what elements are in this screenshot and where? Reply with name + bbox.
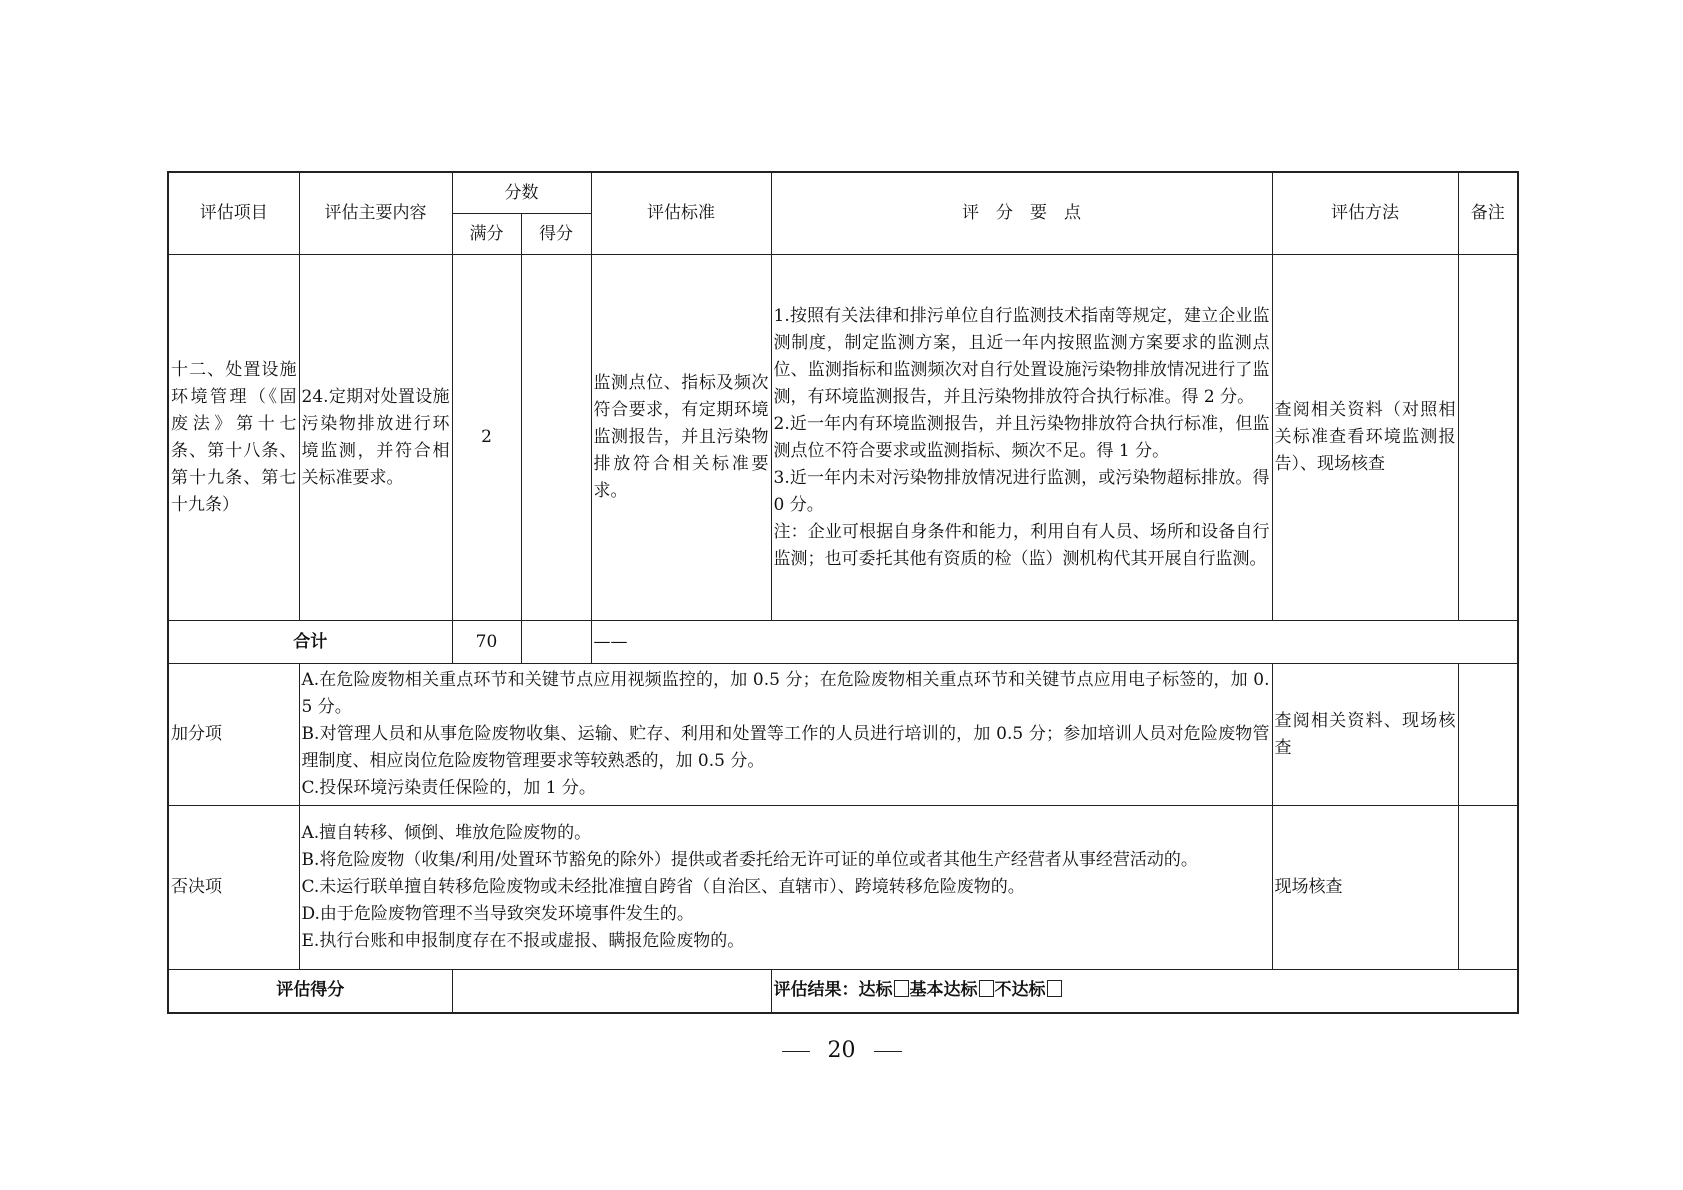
cell-method: 查阅相关资料（对照相关标准查看环境监测报告）、现场核查 bbox=[1272, 255, 1458, 621]
header-item: 评估项目 bbox=[168, 172, 299, 255]
result-option-pass[interactable] bbox=[859, 980, 910, 1000]
checkbox-icon[interactable] bbox=[894, 980, 909, 997]
result-option-basic-pass[interactable] bbox=[910, 980, 995, 1000]
checkbox-icon[interactable] bbox=[979, 980, 994, 997]
page-number: 20 bbox=[827, 1038, 856, 1063]
header-points: 评 分 要 点 bbox=[771, 172, 1272, 255]
header-row bbox=[168, 172, 1518, 214]
cell-content: 24.定期对处置设施污染物排放进行环境监测，并符合相关标准要求。 bbox=[299, 255, 452, 621]
bonus-line: C.投保环境污染责任保险的，加 1 分。 bbox=[301, 778, 596, 798]
veto-line: E.执行台账和申报制度存在不报或虚报、瞒报危险废物的。 bbox=[301, 931, 745, 951]
veto-line: B.将危险废物（收集/利用/处置环节豁免的除外）提供或者委托给无许可证的单位或者其他生产经营者从事经营活动的。 bbox=[301, 850, 1198, 870]
veto-content bbox=[299, 806, 1272, 970]
cell-remarks[interactable] bbox=[1458, 255, 1518, 621]
assessment-score-label: 评估得分 bbox=[168, 970, 452, 1013]
total-dash: —— bbox=[591, 621, 1518, 664]
header-content: 评估主要内容 bbox=[299, 172, 452, 255]
bonus-label: 加分项 bbox=[168, 664, 299, 806]
bonus-remarks[interactable] bbox=[1458, 664, 1518, 806]
cell-item: 十二、处置设施环境管理（《固废法》第十七条、第十八条、第十九条、第七十九条） bbox=[168, 255, 299, 621]
bonus-row bbox=[168, 664, 1518, 806]
document-page bbox=[167, 171, 1517, 1014]
bonus-method: 查阅相关资料、现场核查 bbox=[1272, 664, 1458, 806]
bonus-line: A.在危险废物相关重点环节和关键节点应用视频监控的，加 0.5 分；在危险废物相关重点环节和关键节点应用电子标签的，加 0.5 分。 bbox=[301, 670, 1270, 717]
result-option-fail[interactable] bbox=[995, 980, 1063, 1000]
header-remarks: 备注 bbox=[1458, 172, 1518, 255]
checkbox-icon[interactable] bbox=[1047, 980, 1062, 997]
page-footer bbox=[0, 1038, 1683, 1063]
veto-label: 否决项 bbox=[168, 806, 299, 970]
option-label: 不达标 bbox=[994, 980, 1046, 1001]
veto-line: D.由于危险废物管理不当导致突发环境事件发生的。 bbox=[301, 904, 694, 924]
dash-left bbox=[782, 1051, 810, 1052]
points-line: 1.按照有关法律和排污单位自行监测技术指南等规定，建立企业监测制度，制定监测方案，且近一年内按照监测方案要求的监测点位、监测指标和监测频次对自行处置设施污染物排放情况进行了监测，有环境监测报告，并且污染物排放符合执行标准。得 2 分。 bbox=[773, 305, 1270, 407]
header-score-group: 分数 bbox=[452, 172, 591, 214]
cell-got-score[interactable] bbox=[521, 255, 591, 621]
points-line: 3.近一年内未对污染物排放情况进行监测，或污染物超标排放。得 0 分。 bbox=[773, 467, 1270, 515]
total-full-score: 70 bbox=[452, 621, 521, 664]
assessment-table bbox=[167, 171, 1519, 1014]
header-method: 评估方法 bbox=[1272, 172, 1458, 255]
total-label: 合计 bbox=[168, 621, 452, 664]
dash-right bbox=[874, 1051, 902, 1052]
header-full-score: 满分 bbox=[452, 214, 521, 255]
bonus-content bbox=[299, 664, 1272, 806]
veto-line: C.未运行联单擅自转移危险废物或未经批准擅自跨省（自治区、直辖市）、跨境转移危险废物的。 bbox=[301, 877, 1025, 897]
result-row bbox=[168, 970, 1518, 1013]
veto-line: A.擅自转移、倾倒、堆放危险废物的。 bbox=[301, 823, 592, 843]
veto-row bbox=[168, 806, 1518, 970]
points-line: 2.近一年内有环境监测报告，并且污染物排放符合执行标准，但监测点位不符合要求或监测指标、频次不足。得 1 分。 bbox=[773, 413, 1270, 461]
option-label: 达标 bbox=[858, 980, 893, 1001]
option-label: 基本达标 bbox=[909, 980, 978, 1001]
total-row bbox=[168, 621, 1518, 664]
assessment-score-value[interactable] bbox=[452, 970, 771, 1013]
veto-remarks[interactable] bbox=[1458, 806, 1518, 970]
header-got-score: 得分 bbox=[521, 214, 591, 255]
cell-points bbox=[771, 255, 1272, 621]
cell-standard: 监测点位、指标及频次符合要求，有定期环境监测报告，并且污染物排放符合相关标准要求。 bbox=[591, 255, 771, 621]
header-standard: 评估标准 bbox=[591, 172, 771, 255]
cell-full-score: 2 bbox=[452, 255, 521, 621]
total-got-score[interactable] bbox=[521, 621, 591, 664]
veto-method: 现场核查 bbox=[1272, 806, 1458, 970]
bonus-line: B.对管理人员和从事危险废物收集、运输、贮存、利用和处置等工作的人员进行培训的，加 0.5 分；参加培训人员对危险废物管理制度、相应岗位危险废物管理要求等较熟悉的，加 0.5 分。 bbox=[301, 724, 1270, 771]
points-line: 注：企业可根据自身条件和能力，利用自有人员、场所和设备自行监测；也可委托其他有资质的检（监）测机构代其开展自行监测。 bbox=[773, 521, 1270, 569]
result-prefix: 评估结果： bbox=[773, 980, 859, 1001]
table-row bbox=[168, 255, 1518, 621]
assessment-result bbox=[771, 970, 1518, 1013]
